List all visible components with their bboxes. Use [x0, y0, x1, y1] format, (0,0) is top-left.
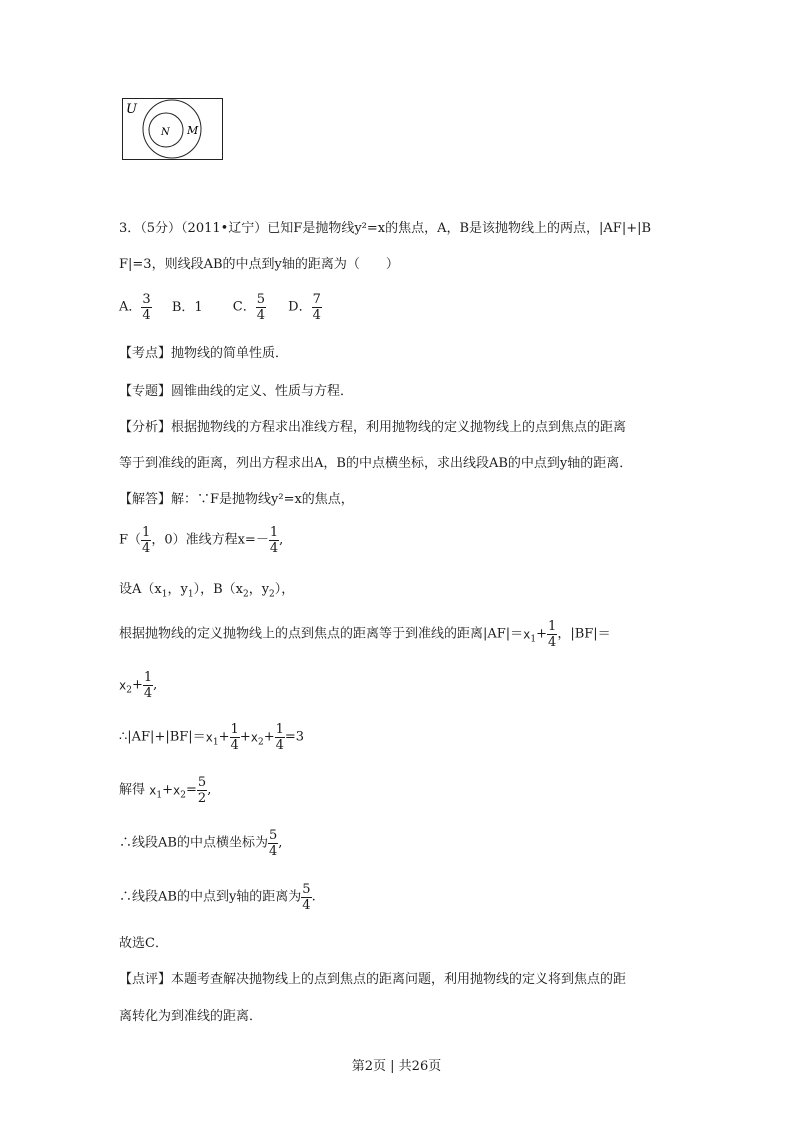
text: ，|BF|＝ — [557, 626, 611, 642]
text: . — [311, 889, 316, 905]
subscript: 1 — [187, 589, 194, 600]
question-line-2: F|=3，则线段AB的中点到y轴的距离为（ ） — [119, 257, 399, 272]
text: ）， — [274, 582, 295, 597]
frac-num: 5 — [197, 775, 207, 790]
option-c — [233, 292, 266, 323]
frac-den: 4 — [230, 738, 239, 753]
question-line-1: 3．（5分）（2011•辽宁）已知F是抛物线y²=x的焦点，A，B是该抛物线上的两点，|AF|+|B — [119, 221, 652, 236]
plus: + — [536, 626, 548, 642]
frac-num: 5 — [302, 882, 311, 897]
frac-num: 1 — [143, 670, 153, 685]
definition-line — [119, 619, 611, 650]
fraction — [269, 525, 279, 556]
var-x: x — [149, 783, 157, 798]
fraction — [141, 525, 151, 556]
zhuanti-line: 【专题】圆锥曲线的定义、性质与方程． — [119, 384, 354, 399]
frac-num: 1 — [548, 619, 557, 634]
option-c-fraction — [256, 292, 266, 323]
options-row — [119, 292, 322, 323]
option-b-label: B．1 — [171, 299, 203, 315]
midpoint-line — [119, 828, 282, 859]
subscript: 2 — [269, 589, 275, 600]
text: ，y — [248, 582, 270, 597]
fraction — [143, 670, 153, 701]
kaodian-line: 【考点】抛物线的简单性质． — [119, 346, 289, 361]
set-points-line — [119, 582, 294, 603]
sum-line — [119, 722, 304, 753]
option-a-fraction — [141, 292, 151, 323]
frac-den: 4 — [275, 738, 284, 753]
text: , — [279, 532, 284, 548]
plus: + — [239, 729, 251, 745]
jieda-line: 【解答】解：∵F是抛物线y²=x的焦点， — [119, 492, 354, 507]
frac-num: 1 — [275, 722, 284, 737]
venn-svg — [122, 98, 223, 160]
page-footer: 第2页 | 共26页 — [351, 1059, 442, 1074]
text: , — [207, 782, 212, 798]
x2-line — [119, 670, 157, 701]
fenxi-line-2: 等于到准线的距离，列出方程求出A，B的中点横坐标，求出线段AB的中点到y轴的距离． — [119, 456, 633, 471]
venn-diagram — [122, 98, 223, 160]
text: 解得 — [119, 782, 146, 798]
text: ∴|AF|+|BF|＝ — [119, 729, 206, 745]
label-U: U — [126, 102, 137, 117]
plus: + — [263, 729, 275, 745]
text: =3 — [284, 729, 305, 745]
option-a-label: A． — [119, 299, 142, 315]
subscript: 1 — [156, 790, 163, 801]
text: , — [153, 677, 158, 693]
dianping-line-2: 离转化为到准线的距离． — [119, 1009, 263, 1024]
frac-den: 4 — [302, 898, 311, 913]
frac-den: 4 — [256, 308, 266, 323]
frac-den: 4 — [269, 541, 279, 556]
fraction — [275, 722, 285, 753]
frac-den: 4 — [548, 635, 557, 650]
text: 根据抛物线的定义抛物线上的点到焦点的距离等于到准线的距离|AF|＝ — [119, 626, 524, 642]
plus: + — [162, 782, 174, 798]
text: ∴线段AB的中点横坐标为 — [119, 835, 268, 851]
var-x: x — [119, 678, 127, 693]
option-d-fraction — [312, 292, 322, 323]
option-b — [172, 300, 203, 316]
option-a — [119, 292, 152, 323]
choose-line: 故选C． — [119, 936, 168, 951]
subscript: 1 — [161, 589, 168, 600]
fraction — [547, 619, 557, 650]
frac-den: 4 — [142, 308, 151, 323]
distance-line — [119, 882, 316, 913]
var-x: x — [523, 627, 531, 642]
fenxi-line-1: 【分析】根据抛物线的方程求出准线方程，利用抛物线的定义抛物线上的点到焦点的距离 — [119, 420, 627, 435]
universal-set-box — [123, 99, 223, 160]
subscript: 2 — [242, 589, 249, 600]
label-M: M — [187, 124, 199, 137]
subscript: 2 — [126, 685, 132, 696]
plus: + — [218, 729, 230, 745]
text: 设A（x — [119, 582, 162, 597]
subscript: 2 — [257, 737, 264, 748]
text: ，0）准线方程x= — [151, 532, 256, 548]
text: , — [278, 835, 283, 851]
frac-den: 4 — [312, 308, 321, 323]
frac-num: 3 — [142, 292, 151, 307]
option-d-label: D． — [288, 299, 312, 315]
fraction — [197, 775, 207, 806]
var-x: x — [250, 730, 258, 745]
dianping-line-1: 【点评】本题考查解决抛物线上的点到焦点的距离问题，利用抛物线的定义将到焦点的距 — [119, 972, 627, 987]
text: F（ — [119, 532, 142, 548]
subscript: 2 — [180, 790, 186, 801]
text: ），B（x — [193, 582, 243, 597]
frac-num: 7 — [312, 292, 321, 307]
frac-den: 4 — [268, 844, 278, 859]
frac-den: 2 — [197, 791, 207, 806]
var-x: x — [173, 783, 181, 798]
focus-line — [119, 525, 283, 556]
option-c-label: C． — [232, 299, 256, 315]
plus: + — [131, 677, 143, 693]
subscript: 1 — [530, 634, 537, 645]
frac-den: 4 — [143, 686, 153, 701]
fraction — [268, 828, 278, 859]
fraction — [301, 882, 311, 913]
frac-num: 1 — [230, 722, 239, 737]
solve-line — [119, 775, 211, 806]
fraction — [230, 722, 240, 753]
frac-num: 1 — [142, 525, 151, 540]
equals: = — [186, 782, 197, 798]
var-x: x — [205, 730, 213, 745]
option-d — [288, 292, 322, 323]
label-N: N — [161, 127, 170, 138]
frac-num: 5 — [268, 828, 278, 843]
frac-num: 5 — [256, 292, 266, 307]
text: ∴线段AB的中点到y轴的距离为 — [119, 889, 302, 905]
frac-num: 1 — [269, 525, 279, 540]
text: ，y — [167, 582, 188, 597]
subscript: 1 — [212, 737, 219, 748]
minus-sign: － — [255, 532, 269, 548]
frac-den: 4 — [142, 541, 151, 556]
